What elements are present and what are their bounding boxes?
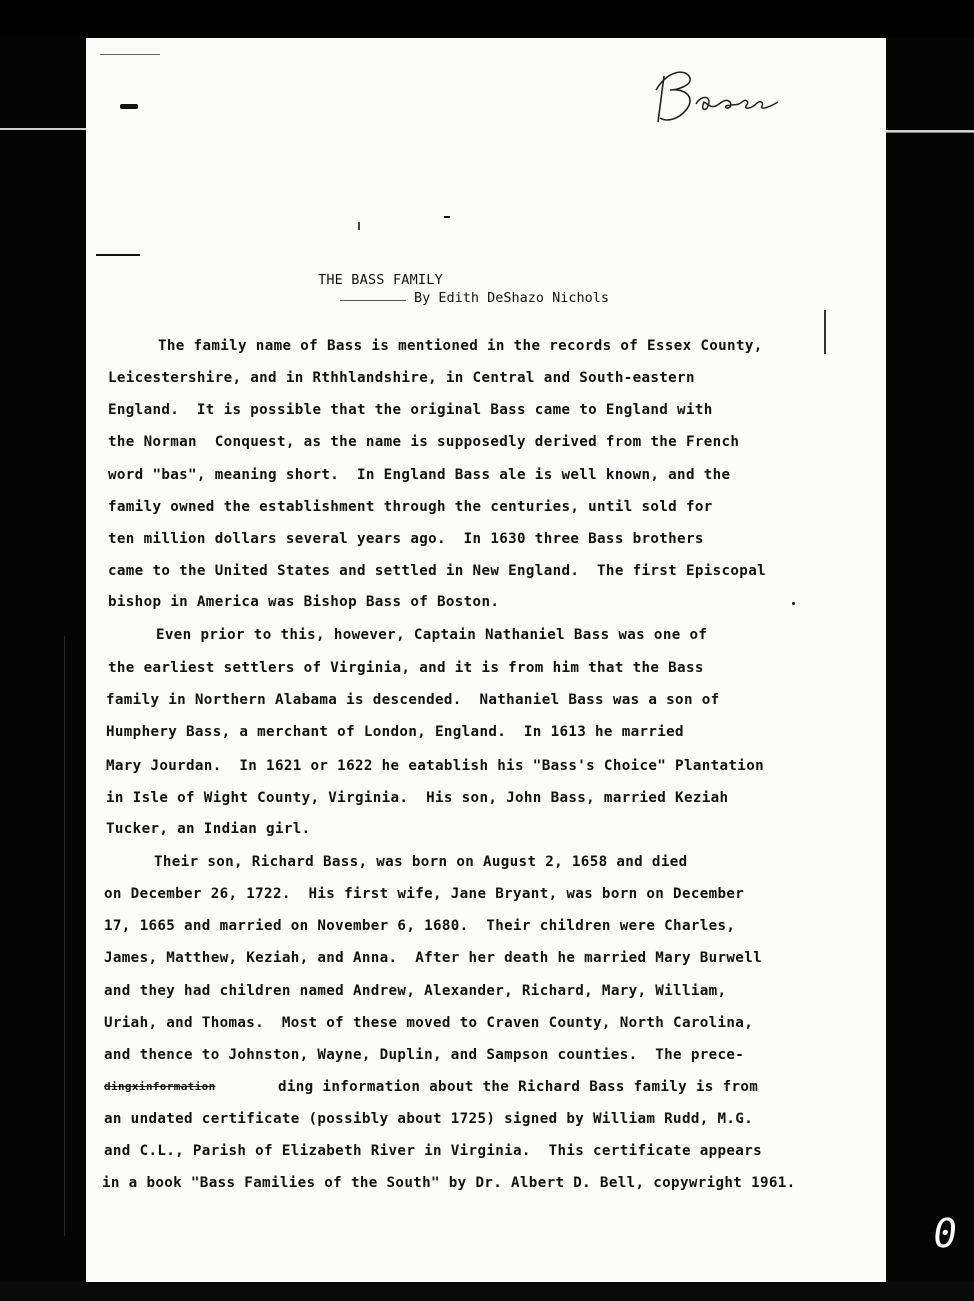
paragraph-3-line-3: 17, 1665 and married on November 6, 1680. Their children were Charles, (104, 918, 736, 934)
paragraph-1-line-1: The family name of Bass is mentioned in the records of Essex County, (158, 338, 763, 354)
document-title: THE BASS FAMILY (318, 272, 443, 288)
paragraph-2-line-4: Humphery Bass, a merchant of London, England. In 1613 he married (106, 724, 684, 740)
paragraph-3-line-11: in a book "Bass Families of the South" by Dr. Albert D. Bell, copywright 1961. (102, 1175, 796, 1191)
handwritten-bass-signature (646, 62, 786, 132)
film-scratch-line (64, 636, 65, 1236)
paragraph-3-line-1: Their son, Richard Bass, was born on August 2, 1658 and died (154, 854, 688, 870)
ink-speck (96, 254, 140, 256)
film-margin-right (886, 38, 974, 1282)
paragraph-3-line-9: an undated certificate (possibly about 1725) signed by William Rudd, M.G. (104, 1111, 754, 1127)
paragraph-1-line-6: family owned the establishment through the centuries, until sold for (108, 499, 713, 515)
paragraph-2-line-6: in Isle of Wight County, Virginia. His son, John Bass, married Keziah (106, 790, 729, 806)
struck-typed-text: dingxinformation (104, 1080, 216, 1093)
film-margin-left (0, 36, 86, 1286)
paragraph-1-line-4: the Norman Conquest, as the name is supposedly derived from the French (108, 434, 740, 450)
paragraph-1-line-8: came to the United States and settled in New England. The first Episcopal (108, 563, 766, 579)
paragraph-2-line-7: Tucker, an Indian girl. (106, 821, 311, 837)
film-frame-number: 0 (929, 1211, 961, 1257)
paragraph-3-line-7: and thence to Johnston, Wayne, Duplin, and Sampson counties. The prece- (104, 1047, 745, 1063)
paragraph-1-line-3: England. It is possible that the original Bass came to England with (108, 402, 713, 418)
ink-speck (100, 54, 160, 55)
paragraph-1-line-5: word "bas", meaning short. In England Bass ale is well known, and the (108, 467, 731, 483)
document-byline: By Edith DeShazo Nichols (414, 290, 610, 306)
byline-rule (340, 300, 406, 301)
film-scratch-line (0, 128, 86, 130)
ink-speck (824, 310, 826, 354)
paragraph-1-line-9: bishop in America was Bishop Bass of Boston. (108, 594, 500, 610)
handwritten-annotation (646, 62, 786, 132)
paragraph-3-line-2: on December 26, 1722. His first wife, Jane Bryant, was born on December (104, 886, 745, 902)
ink-speck (792, 602, 795, 605)
ink-speck (358, 222, 360, 230)
paragraph-3-line-10: and C.L., Parish of Elizabeth River in Virginia. This certificate appears (104, 1143, 762, 1159)
film-scratch-line (886, 132, 974, 133)
paragraph-2-line-2: the earliest settlers of Virginia, and it is from him that the Bass (108, 660, 704, 676)
ink-speck (120, 104, 138, 109)
paragraph-3-line-6: Uriah, and Thomas. Most of these moved to Craven County, North Carolina, (104, 1015, 754, 1031)
paragraph-3-line-4: James, Matthew, Keziah, and Anna. After her death he married Mary Burwell (104, 950, 762, 966)
paragraph-3-line-8: ding information about the Richard Bass family is from (278, 1079, 759, 1095)
film-frame-top (0, 0, 974, 36)
paragraph-1-line-2: Leicestershire, and in Rthhlandshire, in Central and South-eastern (108, 370, 695, 386)
paragraph-2-line-3: family in Northern Alabama is descended. Nathaniel Bass was a son of (106, 692, 720, 708)
paragraph-3-line-5: and they had children named Andrew, Alexander, Richard, Mary, William, (104, 983, 727, 999)
paragraph-2-line-1: Even prior to this, however, Captain Nathaniel Bass was one of (156, 627, 708, 643)
film-frame-bottom (0, 1282, 974, 1301)
ink-speck (444, 216, 450, 218)
paragraph-2-line-5: Mary Jourdan. In 1621 or 1622 he eatablish his "Bass's Choice" Plantation (106, 758, 764, 774)
paragraph-1-line-7: ten million dollars several years ago. In 1630 three Bass brothers (108, 531, 704, 547)
